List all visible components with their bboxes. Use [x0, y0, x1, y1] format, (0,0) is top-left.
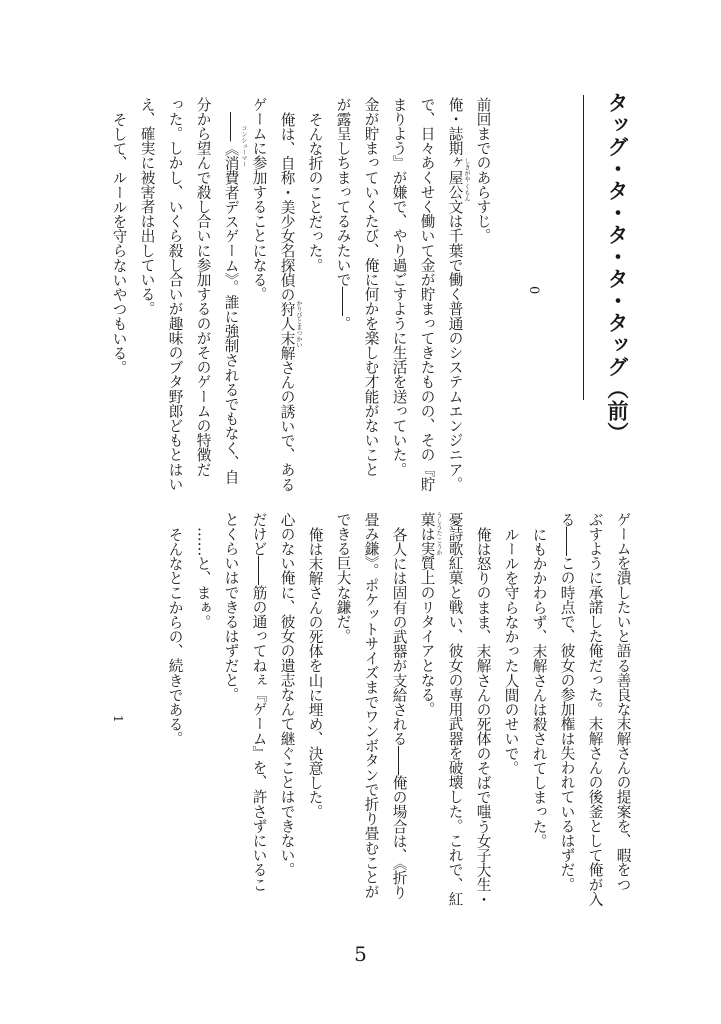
block2-line: る――この時点で、彼女の参加権は失われているはずだ。 [558, 512, 576, 892]
block1-line: 俺は、自称・美少女名探偵の狩人末解さんの誘いで、ある [278, 112, 296, 492]
block2-line: 心のない俺に、彼女の遺志なんて継ぐことはできない。 [278, 512, 296, 877]
block2-line: 憂詩歌紅菓と戦い、彼女の専用武器を破壊した。これで、紅 [446, 512, 464, 907]
ruby-annotation: しきがや くもん [463, 158, 470, 202]
block1-line: が露呈しちまってるみたいで――。 [334, 97, 352, 331]
ruby-annotation: かりびとまつかい [295, 300, 302, 348]
block2-line: そんなとこからの、続きである。 [166, 527, 184, 746]
inner-page-number: 1 [111, 715, 125, 723]
chapter-title: タッグ・タ・タ・タ・タッグ（前） [605, 92, 630, 444]
block2-line: だけど――筋の通ってねぇ『ゲーム』を、許さずにいるこ [250, 512, 268, 892]
block2-line: 畳み鎌》。ポケットサイズまでワンボタンで折り畳むことが [362, 512, 380, 899]
block1-line: った。しかし、いくら殺し合いが趣味のブタ野郎どもとはい [166, 97, 184, 492]
block2-line: 俺は末解さんの死体を山に埋め、決意した。 [306, 527, 324, 819]
block1-line: そして、ルールを守らないやつもいる。 [110, 112, 128, 375]
block1-line: まりよう』が嫌で、やり過ごすように生活を送っていた。 [390, 97, 408, 477]
title-divider [583, 95, 584, 400]
block2-line: にもかかわらず、末解さんは殺されてしまった。 [530, 527, 548, 849]
block1-line: そんな折のことだった。 [306, 112, 324, 273]
block1-line: ――《消費者デスゲーム》。誰に強制されるでもなく、自 [222, 112, 240, 485]
block2-line: できる巨大な鎌だ。 [334, 512, 352, 644]
section-number: 0 [526, 286, 541, 295]
block2-line: ぶすように承諾した俺だった。末解さんの後釜として俺が入 [586, 512, 604, 907]
block1-line: 金が貯まっていくたび、俺に何かを楽しむ才能がないこと [362, 97, 380, 477]
block1-line: 分から望んで殺し合いに参加するのがそのゲームの特徴だ [194, 97, 212, 477]
block2-line: ルールを守らなかった人間のせいで。 [502, 527, 520, 776]
block1-line: 前回までのあらすじ。 [474, 97, 492, 243]
ruby-annotation: うしうた こうか [435, 512, 442, 556]
block2-line: ゲームを潰したいと語る善良な末解さんの提案を、暇をつ [614, 512, 632, 892]
block1-line: え、確実に被害者は出している。 [138, 97, 156, 316]
block2-line: 各人には固有の武器が支給される――俺の場合は、《折り [390, 527, 408, 900]
block2-line: 俺は怒りのまま、末解さんの死体のそばで嗤う女子大生・ [474, 527, 492, 907]
ruby-annotation: コンシューマー [240, 125, 247, 167]
block2-line: とくらいはできるはずだと。 [222, 512, 240, 702]
page-number: 5 [354, 942, 367, 966]
block2-line: 菓は実質上のリタイアとなる。 [418, 512, 436, 717]
block1-line: ゲームに参加することになる。 [250, 97, 268, 302]
block1-line: で、日々あくせく働いて金が貯まってきたものの、その『貯 [418, 97, 436, 492]
block2-line: ……と、まぁ。 [194, 527, 212, 630]
block1-line: 俺・誌期ヶ屋公文は千葉で働く普通のシステムエンジニア。 [446, 97, 464, 492]
